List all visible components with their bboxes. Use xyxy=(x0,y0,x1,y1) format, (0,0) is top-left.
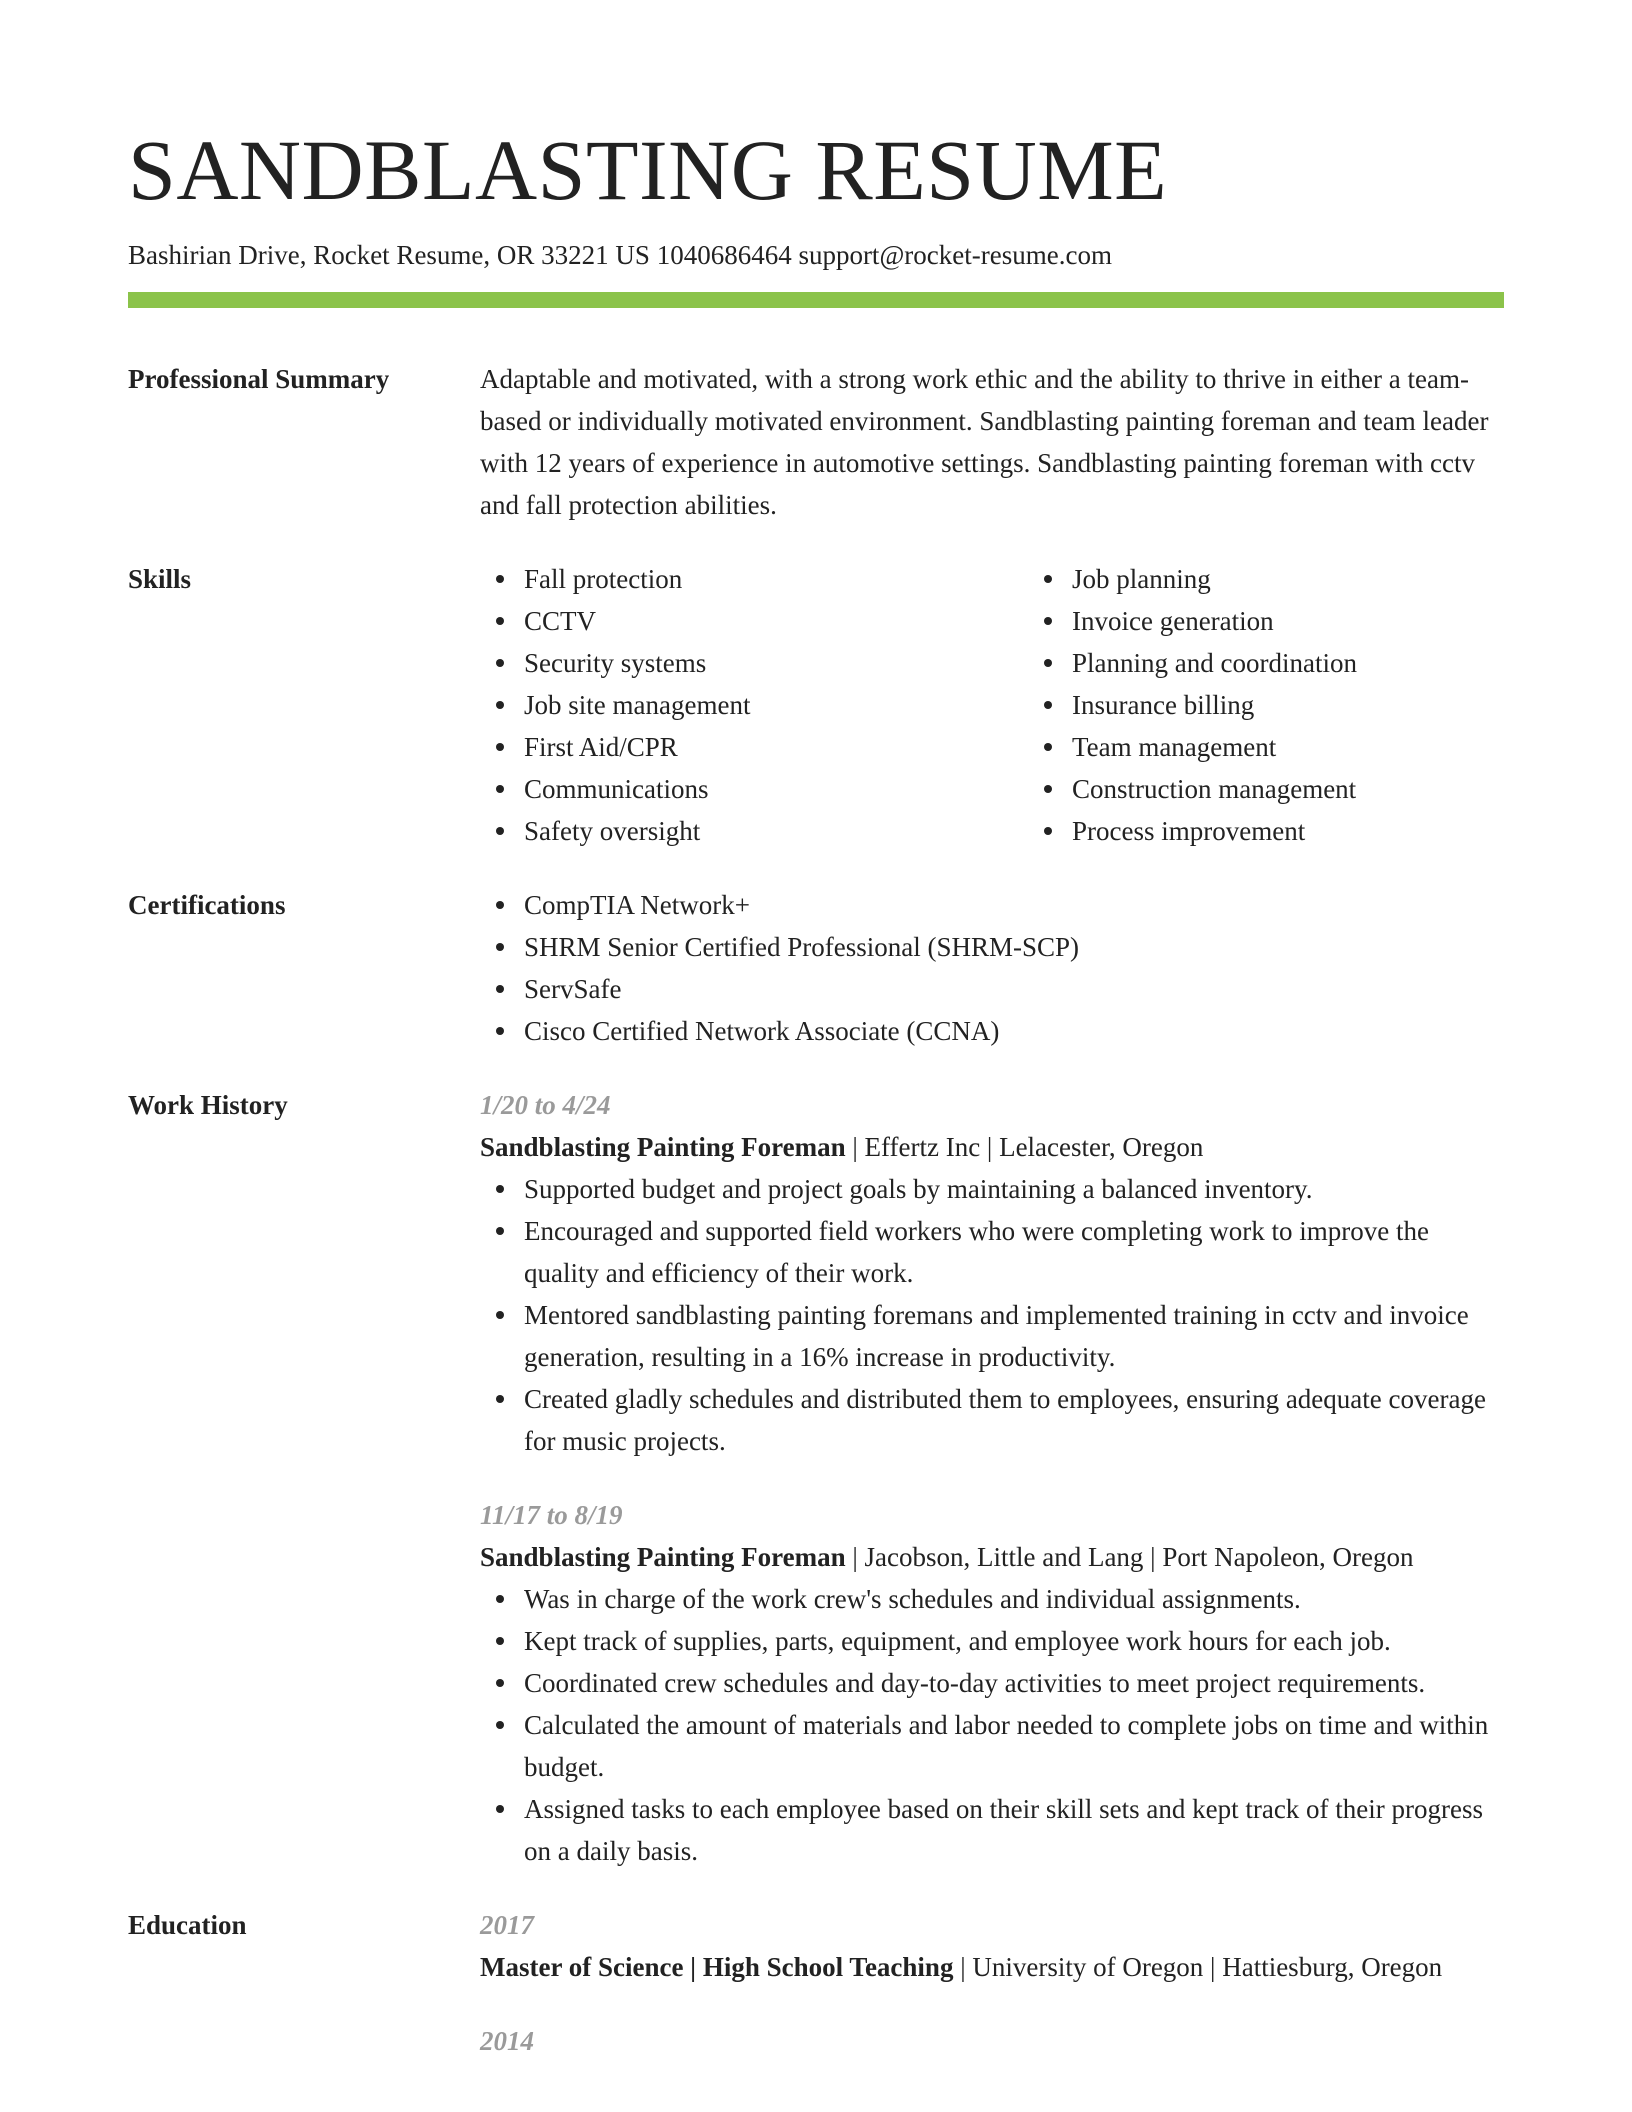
job-details: | Effertz Inc | Lelacester, Oregon xyxy=(845,1132,1204,1162)
skill-item: Job planning xyxy=(1072,558,1576,600)
job-title: Sandblasting Painting Foreman xyxy=(480,1542,846,1572)
job-bullet: Assigned tasks to each employee based on their skill sets and kept track of their progress on a daily basis. xyxy=(524,1788,1504,1872)
job-dates: 1/20 to 4/24 xyxy=(480,1090,611,1120)
summary-text: Adaptable and motivated, with a strong work ethic and the ability to thrive in either a team-based or individually motivated environment. Sandblasting painting foreman and team leader with 12 years of experience in automotive settings. Sandblasting painting foreman with cctv and fall protection abilities. xyxy=(480,364,1489,520)
contact-line: Bashirian Drive, Rocket Resume, OR 33221 US 1040686464 support@rocket-resume.com xyxy=(128,240,1112,270)
education-degree: Master of Science | High School Teaching xyxy=(480,1952,954,1982)
certification-item: Cisco Certified Network Associate (CCNA) xyxy=(524,1010,1504,1052)
skills-list-left xyxy=(480,558,1028,852)
job-bullet: Kept track of supplies, parts, equipment, and employee work hours for each job. xyxy=(524,1620,1504,1662)
education-heading xyxy=(480,1946,1504,1988)
section-label: Skills xyxy=(128,564,192,594)
certification-item: CompTIA Network+ xyxy=(524,884,1504,926)
resume-page xyxy=(128,120,1504,2062)
section-label: Education xyxy=(128,1910,247,1940)
section-label: Certifications xyxy=(128,890,286,920)
skills-list-right xyxy=(1028,558,1576,852)
skill-item: Construction management xyxy=(1072,768,1576,810)
skills-grid xyxy=(480,558,1576,852)
skill-item: Insurance billing xyxy=(1072,684,1576,726)
education-year: 2017 xyxy=(480,1910,534,1940)
section-label: Work History xyxy=(128,1090,288,1120)
section-education xyxy=(128,1904,1504,2062)
job-dates: 11/17 to 8/19 xyxy=(480,1500,623,1530)
job-details: | Jacobson, Little and Lang | Port Napoleon, Oregon xyxy=(845,1542,1414,1572)
section-work-history xyxy=(128,1084,1504,1872)
certification-item: SHRM Senior Certified Professional (SHRM-SCP) xyxy=(524,926,1504,968)
skill-item: Fall protection xyxy=(524,558,1028,600)
skill-item: Safety oversight xyxy=(524,810,1028,852)
job-bullet: Created gladly schedules and distributed them to employees, ensuring adequate coverage for music projects. xyxy=(524,1378,1504,1462)
job-bullet: Encouraged and supported field workers who were completing work to improve the quality and efficiency of their work. xyxy=(524,1210,1504,1294)
job-bullet: Supported budget and project goals by maintaining a balanced inventory. xyxy=(524,1168,1504,1210)
job-heading xyxy=(480,1126,1504,1168)
job-heading xyxy=(480,1536,1504,1578)
header-divider xyxy=(128,292,1504,308)
job-entry xyxy=(480,1084,1504,1462)
job-bullet: Calculated the amount of materials and labor needed to complete jobs on time and within budget. xyxy=(524,1704,1504,1788)
job-bullet: Was in charge of the work crew's schedules and individual assignments. xyxy=(524,1578,1504,1620)
skill-item: Process improvement xyxy=(1072,810,1576,852)
job-entry xyxy=(480,1494,1504,1872)
skill-item: Security systems xyxy=(524,642,1028,684)
education-year: 2014 xyxy=(480,2026,534,2056)
job-bullets xyxy=(480,1578,1504,1872)
job-bullet: Coordinated crew schedules and day-to-day activities to meet project requirements. xyxy=(524,1662,1504,1704)
resume-title: SANDBLASTING RESUME xyxy=(128,122,1168,218)
certification-item: ServSafe xyxy=(524,968,1504,1010)
section-certifications xyxy=(128,884,1504,1052)
certifications-list xyxy=(480,884,1504,1052)
skill-item: Job site management xyxy=(524,684,1028,726)
job-title: Sandblasting Painting Foreman xyxy=(480,1132,846,1162)
job-bullets xyxy=(480,1168,1504,1462)
skill-item: Communications xyxy=(524,768,1028,810)
section-label: Professional Summary xyxy=(128,364,390,394)
skill-item: Team management xyxy=(1072,726,1576,768)
section-skills xyxy=(128,558,1504,852)
skill-item: Planning and coordination xyxy=(1072,642,1576,684)
job-bullet: Mentored sandblasting painting foremans and implemented training in cctv and invoice generation, resulting in a 16% increase in productivity. xyxy=(524,1294,1504,1378)
skill-item: First Aid/CPR xyxy=(524,726,1028,768)
education-entry xyxy=(480,2020,1504,2062)
section-professional-summary xyxy=(128,358,1504,526)
education-entry xyxy=(480,1904,1504,1988)
education-details: | University of Oregon | Hattiesburg, Oregon xyxy=(953,1952,1443,1982)
skill-item: CCTV xyxy=(524,600,1028,642)
skill-item: Invoice generation xyxy=(1072,600,1576,642)
